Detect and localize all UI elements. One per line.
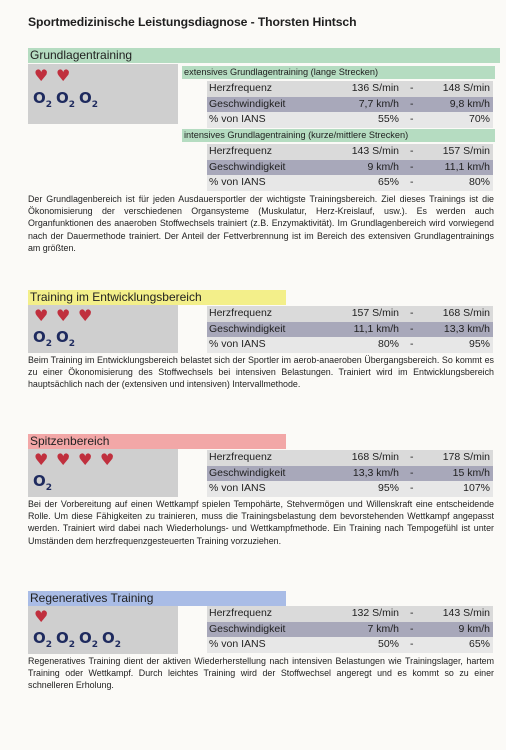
value-from: 65%: [377, 176, 399, 188]
range-dash: -: [410, 338, 414, 350]
range-dash: -: [410, 466, 414, 479]
intensity-icons: [28, 449, 178, 497]
heart-icon: ♥: [100, 450, 115, 469]
heart-icon: ♥: [34, 607, 49, 626]
value-to: 15 km/h: [452, 466, 490, 479]
zone-table: [207, 306, 493, 353]
value-from: 168 S/min: [351, 451, 399, 463]
o2-icon: $O_2$: [79, 629, 99, 650]
section-title-spitzenbereich: Spitzenbereich: [28, 434, 286, 449]
value-to: 168 S/min: [442, 307, 490, 319]
intensity-icons: [28, 64, 178, 124]
table-row: [207, 466, 493, 482]
value-to: 143 S/min: [442, 607, 490, 619]
value-from: 143 S/min: [351, 145, 399, 157]
value-from: 95%: [377, 482, 399, 494]
row-label: % von IANS: [209, 113, 266, 125]
section-description: Der Grundlagenbereich ist für jeden Ausdauersportler der wichtigste Trainingsbereich. Ziel dieses Trainings ist die Ökonomisierung der verschiedenen Organsysteme (Muskulatur, Herz-Kreislauf, usw.). Es werden auch Organfunktionen des anaeroben Stoffwechsels trainiert (z.B. Enzymaktivität). Im Grundlagenbereich wird vorwiegend nach der Dauermethode trainiert. Der Anteil der Fettverbrennung ist im Bereich des extensiven Grundlagentrainings am größten.: [28, 194, 494, 253]
value-to: 157 S/min: [442, 145, 490, 157]
row-label: % von IANS: [209, 338, 266, 350]
value-to: 11,1 km/h: [444, 160, 490, 173]
range-dash: -: [410, 622, 414, 635]
table-row: [207, 160, 493, 176]
range-dash: -: [410, 322, 414, 335]
row-label: Geschwindigkeit: [209, 160, 286, 173]
o2-icon: $O_2$: [33, 89, 53, 110]
heart-icon: ♥: [56, 450, 71, 469]
intensity-icons: [28, 606, 178, 654]
o2-icon: $O_2$: [33, 472, 53, 493]
zone-table: [207, 606, 493, 653]
value-from: 7 km/h: [367, 622, 399, 635]
row-label: Herzfrequenz: [209, 451, 273, 463]
row-label: Geschwindigkeit: [209, 322, 286, 335]
row-label: Herzfrequenz: [209, 145, 273, 157]
range-dash: -: [410, 482, 414, 494]
heart-icon: ♥: [56, 306, 71, 325]
section-title-regeneratives-training: Regeneratives Training: [28, 591, 286, 606]
value-to: 178 S/min: [442, 451, 490, 463]
row-label: Herzfrequenz: [209, 307, 273, 319]
value-to: 13,3 km/h: [443, 322, 490, 335]
subtable-heading-intensive: intensives Grundlagentraining (kurze/mittlere Strecken): [182, 129, 495, 142]
value-from: 132 S/min: [351, 607, 399, 619]
table-row: [207, 144, 493, 160]
heart-icon: ♥: [34, 66, 49, 85]
table-row: [207, 337, 493, 353]
section-description: Beim Training im Entwicklungsbereich belastet sich der Sportler im aerob-anaeroben Übergangsbereich. So kommt es zu einer Ökonomisierung des Stoffwechsels bei intensiven Belastungen. Trainiert wird im Entwicklungsbereich hauptsächlich nach der (extensiven und intensiven) Intervallmethode.: [28, 355, 494, 390]
table-row: [207, 97, 493, 113]
value-from: 80%: [377, 338, 399, 350]
range-dash: -: [410, 176, 414, 188]
heart-icon: ♥: [78, 450, 93, 469]
heart-icon: ♥: [34, 306, 49, 325]
table-row: [207, 81, 493, 97]
range-dash: -: [410, 607, 414, 619]
range-dash: -: [410, 97, 414, 110]
range-dash: -: [410, 160, 414, 173]
value-to: 65%: [468, 638, 490, 650]
table-row: [207, 637, 493, 653]
row-label: % von IANS: [209, 176, 266, 188]
table-row: [207, 622, 493, 638]
table-row: [207, 175, 493, 191]
section-title-entwicklungsbereich: Training im Entwicklungsbereich: [28, 290, 286, 305]
table-row: [207, 450, 493, 466]
value-from: 9 km/h: [367, 160, 399, 173]
heart-icon: ♥: [56, 66, 71, 85]
value-to: 148 S/min: [442, 82, 490, 94]
table-row: [207, 322, 493, 338]
value-from: 11,1 km/h: [353, 322, 399, 335]
subtable-heading-extensive: extensives Grundlagentraining (lange Strecken): [182, 66, 495, 79]
value-from: 50%: [377, 638, 399, 650]
row-label: Herzfrequenz: [209, 607, 273, 619]
intensity-icons: [28, 305, 178, 353]
o2-icon: $O_2$: [33, 629, 53, 650]
value-to: 107%: [463, 482, 490, 494]
value-to: 80%: [468, 176, 490, 188]
o2-icon: $O_2$: [79, 89, 99, 110]
value-from: 136 S/min: [351, 82, 399, 94]
table-row: [207, 306, 493, 322]
table-row: [207, 481, 493, 497]
range-dash: -: [410, 307, 414, 319]
o2-icon: $O_2$: [102, 629, 122, 650]
heart-icon: ♥: [78, 306, 93, 325]
row-label: Herzfrequenz: [209, 82, 273, 94]
table-row: [207, 606, 493, 622]
range-dash: -: [410, 145, 414, 157]
row-label: Geschwindigkeit: [209, 622, 286, 635]
value-to: 95%: [468, 338, 490, 350]
zone-table-extensive: [207, 81, 493, 128]
value-from: 13,3 km/h: [352, 466, 399, 479]
o2-icon: $O_2$: [56, 328, 76, 349]
zone-table: [207, 450, 493, 497]
heart-icon: ♥: [34, 450, 49, 469]
value-from: 55%: [377, 113, 399, 125]
page-title: Sportmedizinische Leistungsdiagnose - Thorsten Hintsch: [28, 15, 357, 29]
value-to: 9 km/h: [458, 622, 490, 635]
range-dash: -: [410, 451, 414, 463]
o2-icon: $O_2$: [56, 629, 76, 650]
section-title-grundlagentraining: Grundlagentraining: [28, 48, 500, 63]
value-from: 157 S/min: [351, 307, 399, 319]
row-label: Geschwindigkeit: [209, 466, 286, 479]
value-to: 9,8 km/h: [449, 97, 490, 110]
table-row: [207, 112, 493, 128]
section-description: Regeneratives Training dient der aktiven Wiederherstellung nach intensiven Belastungen wie Trainingslager, hartem Training oder Wettkampf. Durch leichtes Training wird der Stoffwechsel angeregt und es kommt so zu einer schnelleren Erholung.: [28, 656, 494, 691]
range-dash: -: [410, 82, 414, 94]
section-description: Bei der Vorbereitung auf einen Wettkampf spielen Tempohärte, Stehvermögen und Willenskraft eine entscheidende Rolle. Um diese Fähigkeiten zu trainieren, muss die Trainingsbelastung dem bevorstehenden Wettkampf angepasst werden. Trainiert wird dabei nach Wiederholungs- und Wettkampfmethode. Ein Training nach Tempogefühl ist unter Umständen dem herzfrequenzgesteuerten Training vorzuziehen.: [28, 499, 494, 546]
value-to: 70%: [468, 113, 490, 125]
value-from: 7,7 km/h: [358, 97, 399, 110]
range-dash: -: [410, 113, 414, 125]
o2-icon: $O_2$: [56, 89, 76, 110]
row-label: % von IANS: [209, 482, 266, 494]
row-label: % von IANS: [209, 638, 266, 650]
range-dash: -: [410, 638, 414, 650]
row-label: Geschwindigkeit: [209, 97, 286, 110]
zone-table-intensive: [207, 144, 493, 191]
o2-icon: $O_2$: [33, 328, 53, 349]
